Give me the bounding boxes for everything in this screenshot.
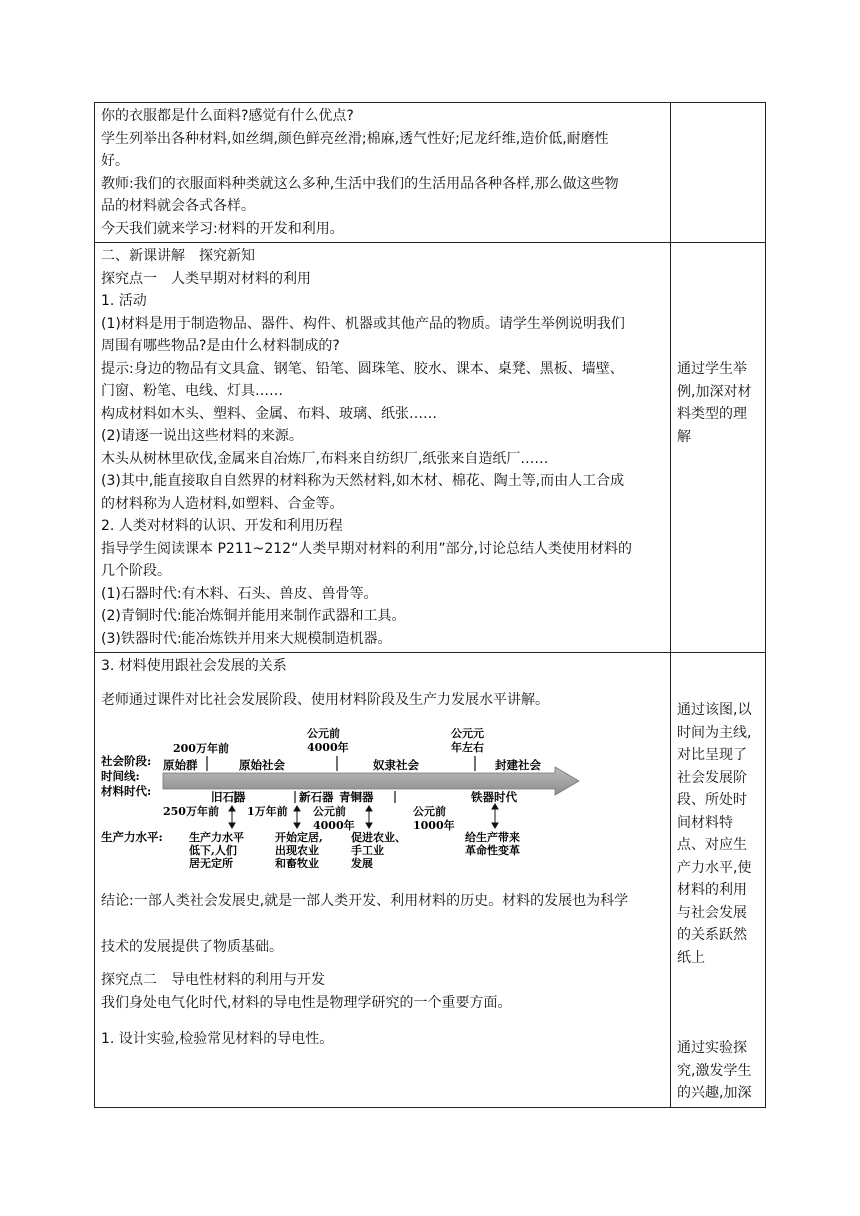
note-line: 间材料特 bbox=[677, 814, 733, 831]
lesson-table bbox=[94, 102, 766, 1108]
stage-yuanshiqun: 原始群 bbox=[163, 758, 198, 772]
text-line: 门窗、粉笔、电线、灯具…… bbox=[101, 383, 283, 399]
text-line: 1. 设计实验,检验常见材料的导电性。 bbox=[101, 1031, 334, 1047]
prod-1a: 生产力水平 bbox=[189, 831, 244, 844]
text-line: 你的衣服都是什么面料?感觉有什么优点? bbox=[101, 108, 354, 124]
section-title: 二、新课讲解 探究新知 bbox=[101, 248, 255, 264]
time-ad-a: 公元元 bbox=[451, 727, 484, 740]
stage-nuli: 奴隶社会 bbox=[373, 758, 419, 772]
material-jiushiqi: 旧石器 bbox=[211, 790, 246, 804]
row-divider bbox=[95, 652, 765, 653]
prod-3b: 手工业 bbox=[351, 844, 384, 857]
prod-1c: 居无定所 bbox=[189, 857, 233, 868]
note-line: 材料的利用 bbox=[677, 882, 747, 898]
time-bc1000-a: 公元前 bbox=[413, 805, 446, 818]
note-line: 对比呈现了 bbox=[677, 747, 747, 763]
note-line: 时间为主线, bbox=[677, 724, 752, 741]
column-divider bbox=[670, 103, 671, 1107]
note-line: 段、所处时 bbox=[677, 792, 747, 808]
note-line: 通过实验探 bbox=[677, 1040, 747, 1056]
text-line: 今天我们就来学习:材料的开发和利用。 bbox=[101, 220, 344, 237]
stage-yuanshi: 原始社会 bbox=[239, 758, 285, 772]
lesson-explore-cell bbox=[101, 245, 665, 650]
stage-fengjian: 封建社会 bbox=[495, 758, 541, 772]
text-line: 1. 活动 bbox=[101, 293, 147, 309]
text-line: 提示:身边的物品有文具盒、钢笔、铅笔、圆珠笔、胶水、课本、桌凳、黑板、墙壁、 bbox=[101, 360, 624, 377]
prod-2a: 开始定居, bbox=[275, 831, 323, 844]
prod-1b: 低下,人们 bbox=[189, 844, 237, 857]
experiment-block bbox=[101, 1028, 665, 1051]
note-line: 通过该图,以 bbox=[677, 702, 752, 718]
point2-block bbox=[101, 969, 665, 1014]
row-divider bbox=[95, 242, 765, 243]
material-qingtongqi: 青铜器 bbox=[339, 790, 374, 804]
relation-intro-block bbox=[101, 689, 665, 712]
time-bc4000-a: 公元前 bbox=[307, 727, 340, 740]
note-line: 解 bbox=[677, 428, 691, 445]
text-line: 周围有哪些物品?是由什么材料制成的? bbox=[101, 338, 340, 354]
note-line: 究,激发学生 bbox=[677, 1062, 752, 1079]
point-title: 探究点一 人类早期对材料的利用 bbox=[101, 270, 311, 287]
intro-cell bbox=[101, 105, 665, 240]
design-note bbox=[677, 1037, 763, 1105]
note-line: 产力水平,使 bbox=[677, 859, 752, 876]
conclusion-block bbox=[101, 890, 665, 913]
text-line: 结论:一部人类社会发展史,就是一部人类开发、利用材料的历史。材料的发展也为科学 bbox=[101, 893, 629, 909]
note-line: 点、对应生 bbox=[677, 837, 747, 853]
text-line: (1)石器时代:有木料、石头、兽皮、兽骨等。 bbox=[101, 585, 378, 602]
text-line: 2. 人类对材料的认识、开发和利用历程 bbox=[101, 518, 343, 534]
text-line: 教师:我们的衣服面料种类就这么多种,生活中我们的生活用品各种各样,那么做这些物 bbox=[101, 175, 619, 192]
productivity-label: 生产力水平: bbox=[101, 830, 163, 844]
note-line: 社会发展阶 bbox=[677, 769, 747, 786]
time-200wan: 200万年前 bbox=[173, 742, 229, 755]
time-bc4000-b: 4000年 bbox=[307, 741, 349, 754]
prod-2b: 出现农业 bbox=[275, 844, 319, 857]
time-ad-b: 年左右 bbox=[451, 741, 484, 754]
text-line: 学生列举出各种材料,如丝绸,颜色鲜亮丝滑;棉麻,透气性好;尼龙纤维,造价低,耐磨性 bbox=[101, 130, 609, 147]
text-line: 构成材料如木头、塑料、金属、布料、玻璃、纸张…… bbox=[101, 405, 437, 422]
design-note bbox=[677, 699, 763, 969]
material-label: 材料时代: bbox=[101, 784, 152, 798]
text-line: (3)其中,能直接取自自然界的材料称为天然材料,如木材、棉花、陶土等,而由人工合成 bbox=[101, 473, 625, 489]
text-line: 木头从树林里砍伐,金属来自冶炼厂,布料来自纺织厂,纸张来自造纸厂…… bbox=[101, 450, 549, 467]
text-line: 3. 材料使用跟社会发展的关系 bbox=[101, 658, 287, 674]
text-line: 几个阶段。 bbox=[101, 563, 171, 579]
text-line: (1)材料是用于制造物品、器件、构件、机器或其他产品的物质。请学生举例说明我们 bbox=[101, 315, 625, 332]
prod-4b: 革命性变革 bbox=[465, 844, 520, 857]
text-line: (3)铁器时代:能冶炼铁并用来大规模制造机器。 bbox=[101, 630, 392, 647]
time-bc4000-d: 4000年 bbox=[313, 819, 355, 832]
text-line: (2)青铜时代:能冶炼铜并能用来制作武器和工具。 bbox=[101, 608, 406, 624]
text-line: 品的材料就会各式各样。 bbox=[101, 198, 255, 214]
time-1wan: 1万年前 bbox=[247, 805, 288, 818]
text-line: 好。 bbox=[101, 153, 129, 169]
point-title: 探究点二 导电性材料的利用与开发 bbox=[101, 972, 325, 988]
design-note bbox=[677, 358, 763, 448]
text-line: (2)请逐一说出这些材料的来源。 bbox=[101, 428, 303, 444]
note-line: 料类型的理 bbox=[677, 406, 747, 422]
text-line: 技术的发展提供了物质基础。 bbox=[101, 939, 283, 955]
text-line: 的材料称为人造材料,如塑料、合金等。 bbox=[101, 495, 344, 512]
time-bc1000-b: 1000年 bbox=[413, 819, 455, 832]
timeline-diagram bbox=[95, 723, 595, 868]
prod-3a: 促进农业、 bbox=[351, 831, 406, 844]
prod-2c: 和畜牧业 bbox=[275, 857, 319, 868]
note-line: 例,加深对材 bbox=[677, 383, 752, 400]
time-250wan: 250万年前 bbox=[163, 805, 219, 818]
time-bc4000-c: 公元前 bbox=[313, 805, 346, 818]
note-line: 的兴趣,加深 bbox=[677, 1085, 752, 1101]
text-line: 指导学生阅读课本 P211~212“人类早期对材料的利用”部分,讨论总结人类使用材料的 bbox=[101, 540, 633, 557]
text-line: 我们身处电气化时代,材料的导电性是物理学研究的一个重要方面。 bbox=[101, 994, 512, 1011]
material-xinshiqi: 新石器 bbox=[299, 790, 334, 804]
note-line: 与社会发展 bbox=[677, 904, 747, 921]
prod-3c: 发展 bbox=[351, 857, 373, 868]
relation-heading-block bbox=[101, 655, 665, 678]
note-line: 纸上 bbox=[677, 949, 705, 966]
stage-label: 社会阶段: bbox=[101, 754, 152, 768]
note-line: 通过学生举 bbox=[677, 361, 747, 377]
conclusion-block bbox=[101, 936, 665, 959]
prod-4a: 给生产带来 bbox=[465, 831, 520, 844]
material-tieqi: 铁器时代 bbox=[471, 790, 517, 804]
timeline-label: 时间线: bbox=[101, 769, 140, 783]
note-line: 的关系跃然 bbox=[677, 927, 747, 943]
text-line: 老师通过课件对比社会发展阶段、使用材料阶段及生产力发展水平讲解。 bbox=[101, 692, 549, 708]
